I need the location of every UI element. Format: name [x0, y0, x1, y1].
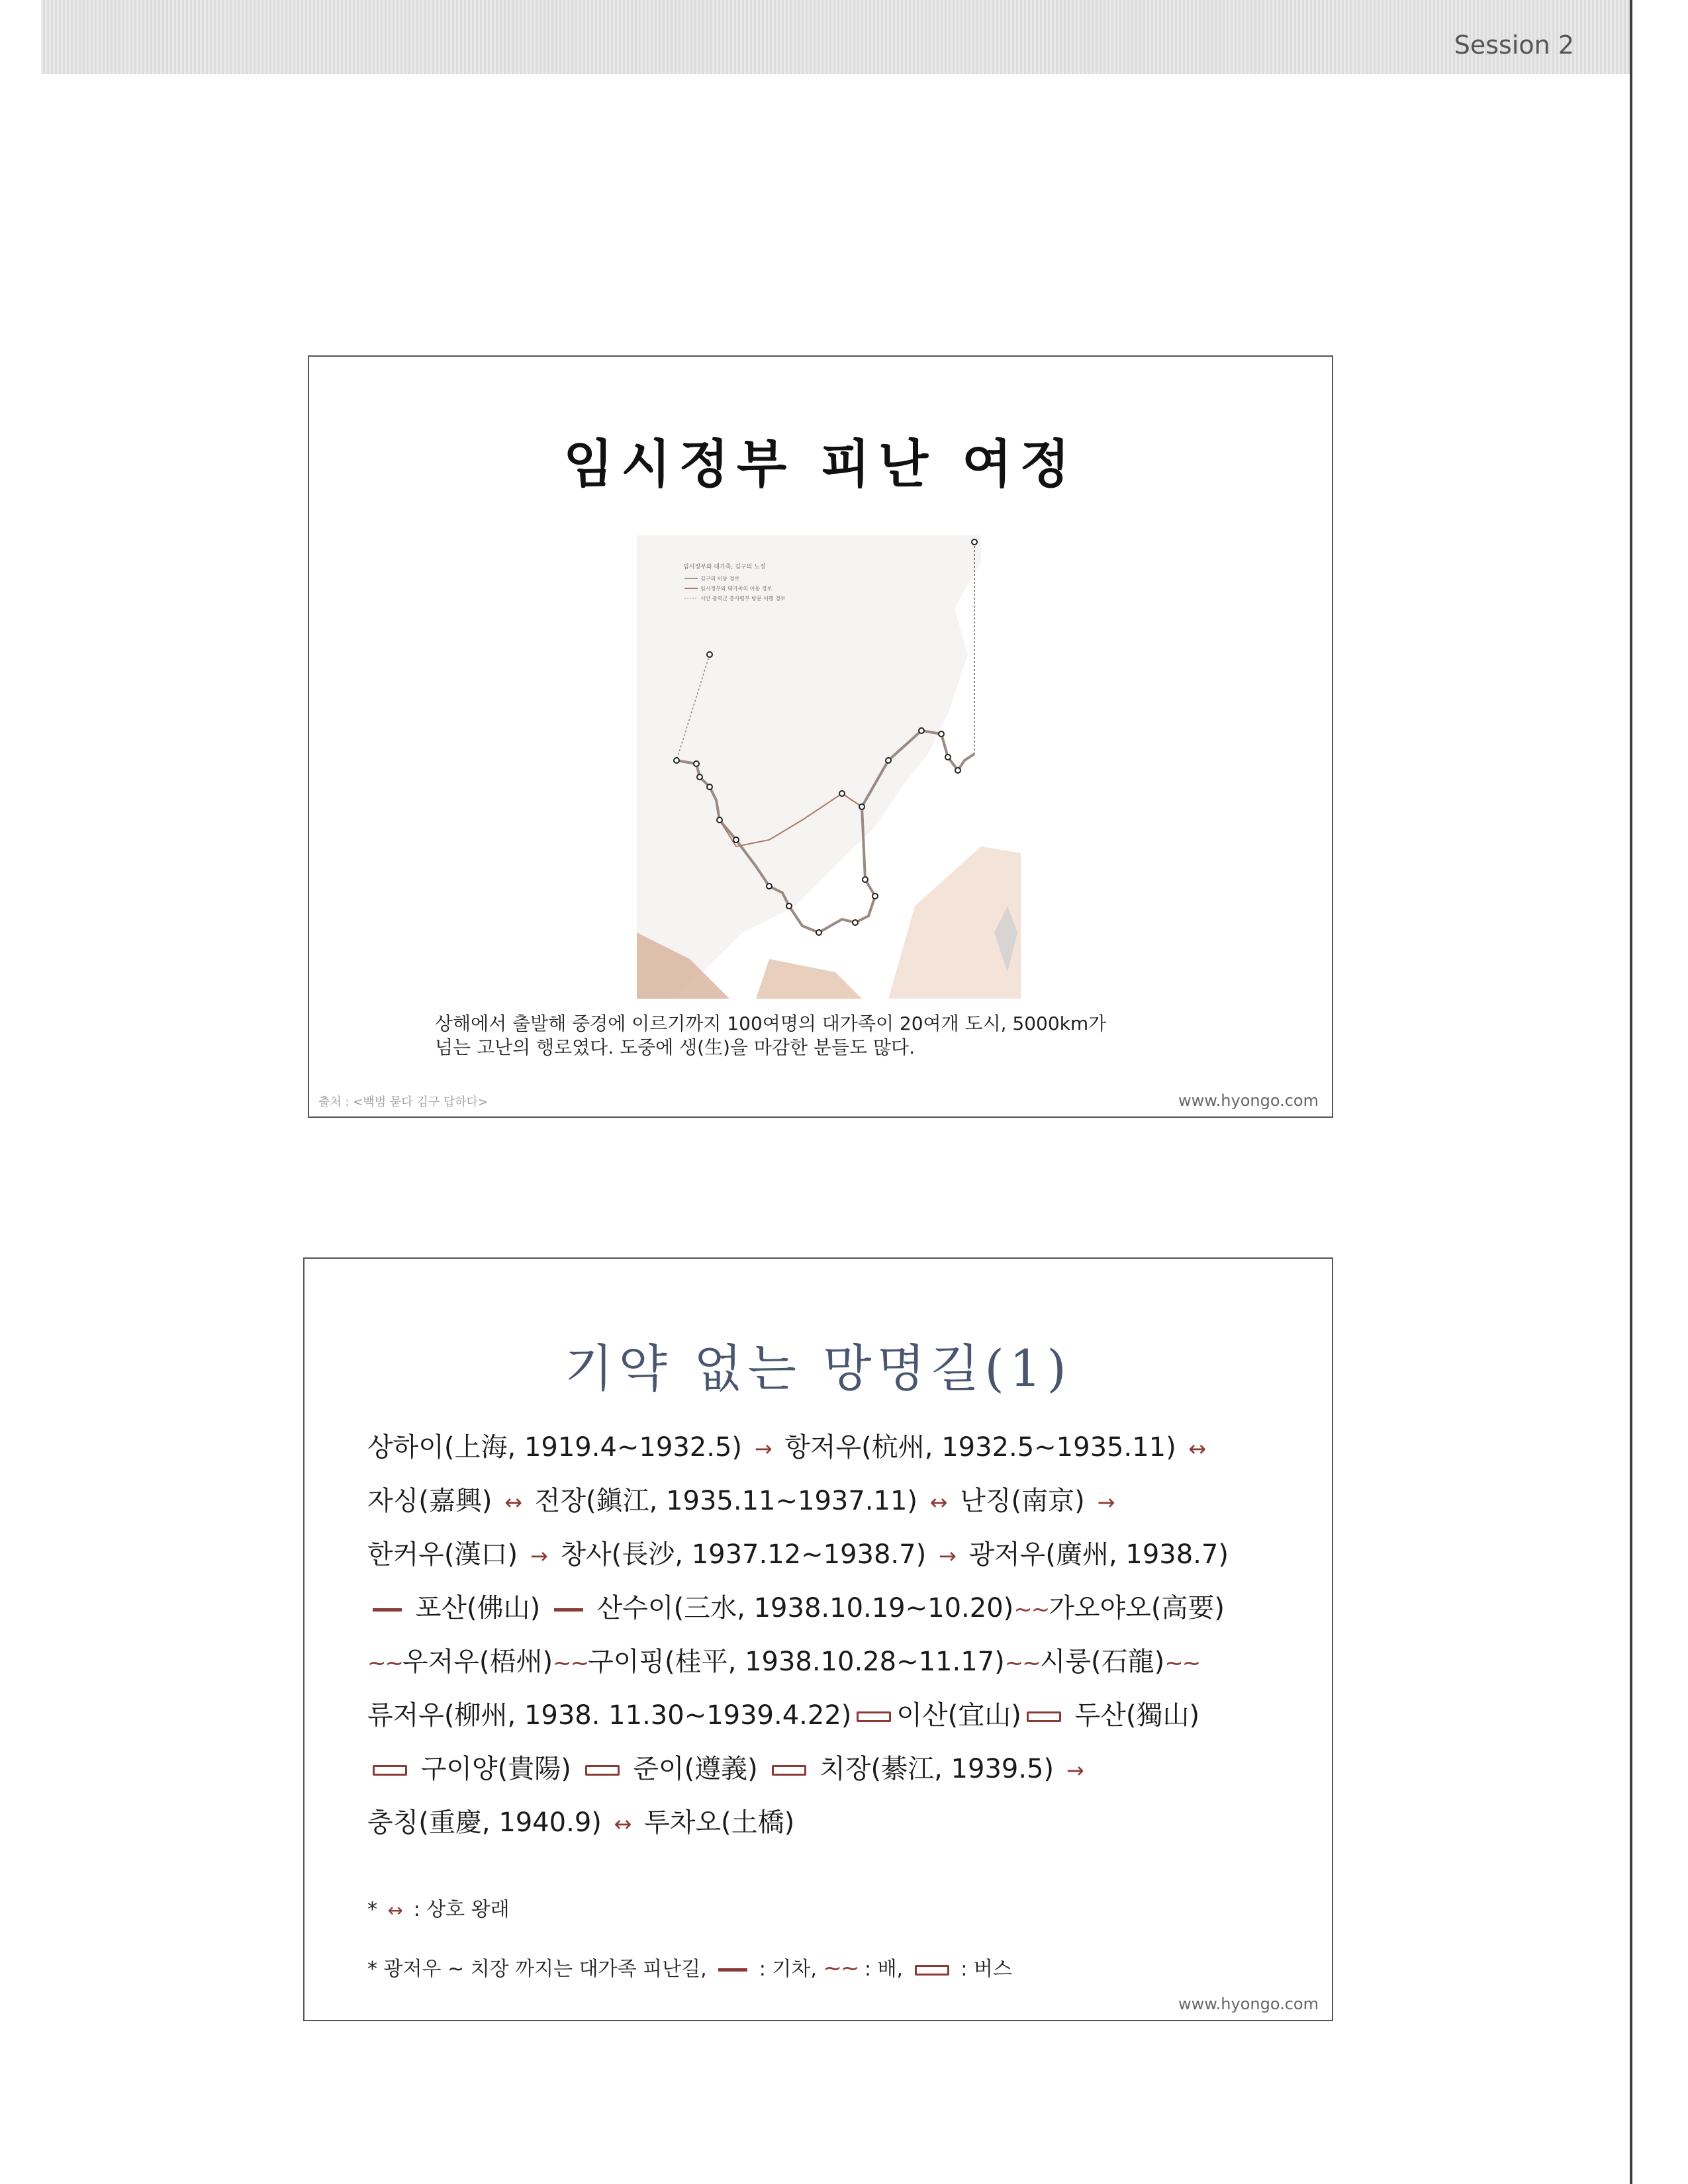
route-line: [367, 1635, 1294, 1689]
note-text: : 기차,: [759, 1958, 817, 1981]
arrow-right-icon: →: [530, 1543, 548, 1569]
route-stop: 구이핑(桂平, 1938.10.28~11.17): [588, 1647, 1005, 1677]
route-stop: 산수이(三水, 1938.10.19~10.20): [596, 1593, 1014, 1623]
route-stop: 상하이(上海, 1919.4~1932.5): [367, 1432, 742, 1463]
source-credit: 출처 : <백범 묻다 김구 답하다>: [318, 1095, 489, 1109]
train-line-icon: [373, 1608, 402, 1612]
route-line: [367, 1421, 1294, 1475]
route-stop: 구이양(貴陽): [420, 1754, 571, 1784]
route-stop: 이산(宜山): [896, 1700, 1021, 1731]
note-transport: [367, 1939, 1012, 1997]
caption-line: 넘는 고난의 행로였다. 도중에 생(生)을 마감한 분들도 많다.: [435, 1036, 915, 1058]
route-line: [367, 1528, 1294, 1582]
svg-text:임시정부와 대가족의 이동 경로: 임시정부와 대가족의 이동 경로: [700, 586, 773, 592]
route-line: [367, 1796, 1294, 1850]
route-stop: 한커우(漢口): [367, 1539, 518, 1570]
route-stop: 광저우(廣州, 1938.7): [968, 1539, 1229, 1570]
boat-wave-icon: ~~: [823, 1955, 859, 1981]
route-map: [637, 535, 1021, 999]
route-stop: 충칭(重慶, 1940.9): [367, 1807, 602, 1838]
arrow-right-icon: →: [1066, 1757, 1084, 1783]
arrow-both-icon: ↔: [387, 1899, 404, 1921]
arrow-right-icon: →: [754, 1435, 773, 1461]
website-footer: www.hyongo.com: [1178, 1091, 1319, 1110]
route-stop: 준이(遵義): [633, 1754, 758, 1784]
note-star: *: [367, 1898, 377, 1921]
note-text: 광저우 ~ 치장 까지는 대가족 피난길,: [383, 1958, 707, 1981]
slide-caption: [435, 1012, 1229, 1060]
train-line-icon: [554, 1608, 583, 1612]
website-footer: www.hyongo.com: [1178, 1995, 1319, 2013]
route-stop: 투차오(土橋): [644, 1807, 795, 1838]
route-stop: 창사(長沙, 1937.12~1938.7): [560, 1539, 927, 1570]
arrow-both-icon: ↔: [504, 1489, 523, 1515]
boat-wave-icon: ~~: [367, 1650, 402, 1676]
map-legend: 임시정부와 대가족, 김구의 노정: [683, 564, 766, 570]
arrow-right-icon: →: [1097, 1489, 1115, 1515]
boat-wave-icon: ~~: [1004, 1650, 1040, 1676]
bus-icon: [1027, 1711, 1061, 1722]
bus-icon: [772, 1765, 806, 1776]
note-text: : 버스: [961, 1958, 1012, 1981]
route-stop: 전장(鎭江, 1935.11~1937.11): [534, 1486, 918, 1516]
slide-exile-route: [303, 1257, 1333, 2021]
route-stop: 류저우(柳州, 1938. 11.30~1939.4.22): [367, 1700, 852, 1731]
header-band: [41, 0, 1631, 74]
train-line-icon: [718, 1968, 747, 1972]
svg-text:서안 광복군 총사령부 방문 이행 경로: 서안 광복군 총사령부 방문 이행 경로: [700, 596, 786, 602]
slide-evacuation-map: [308, 355, 1333, 1118]
route-stop: 자싱(嘉興): [367, 1486, 492, 1516]
boat-wave-icon: ~~: [1164, 1650, 1200, 1676]
route-stop: 항저우(杭州, 1932.5~1935.11): [784, 1432, 1176, 1463]
legend-notes: [367, 1881, 1012, 1997]
route-stop: 우저우(梧州): [402, 1647, 553, 1677]
svg-text:김구의 이동 경로: 김구의 이동 경로: [700, 576, 740, 582]
arrow-both-icon: ↔: [1188, 1435, 1207, 1461]
route-stop: 가오야오(高要): [1049, 1593, 1225, 1623]
session-label: Session 2: [1454, 30, 1574, 60]
note-mutual: [367, 1881, 1012, 1939]
boat-wave-icon: ~~: [553, 1650, 588, 1676]
route-stop: 포산(佛山): [415, 1593, 541, 1623]
bus-icon: [373, 1765, 407, 1776]
slide-title: 기약 없는 망명길(1): [565, 1339, 1072, 1398]
route-stop: 두산(獨山): [1074, 1700, 1200, 1731]
route-stop: 난징(南京): [960, 1486, 1085, 1516]
slide-title: 임시정부 피난 여정: [563, 434, 1078, 494]
arrow-both-icon: ↔: [614, 1811, 632, 1837]
route-stop: 치장(綦江, 1939.5): [820, 1754, 1055, 1784]
route-stop: 시룽(石龍): [1039, 1647, 1165, 1677]
route-map-graphic: [637, 535, 1021, 999]
bus-icon: [857, 1711, 891, 1722]
note-text: : 상호 왕래: [413, 1898, 510, 1921]
bus-icon: [585, 1765, 620, 1776]
page-edge-rule: [1630, 0, 1632, 2184]
arrow-both-icon: ↔: [929, 1489, 948, 1515]
route-line: [367, 1743, 1294, 1796]
route-list: [367, 1421, 1294, 1850]
boat-wave-icon: ~~: [1013, 1596, 1049, 1623]
note-star: *: [367, 1958, 377, 1981]
route-line: [367, 1689, 1294, 1743]
note-text: : 배,: [864, 1958, 904, 1981]
route-line: [367, 1475, 1294, 1528]
bus-icon: [915, 1965, 949, 1976]
route-line: [367, 1582, 1294, 1635]
arrow-right-icon: →: [938, 1543, 957, 1569]
caption-line: 상해에서 출발해 중경에 이르기까지 100여명의 대가족이 20여개 도시, 5000km가: [435, 1013, 1107, 1034]
